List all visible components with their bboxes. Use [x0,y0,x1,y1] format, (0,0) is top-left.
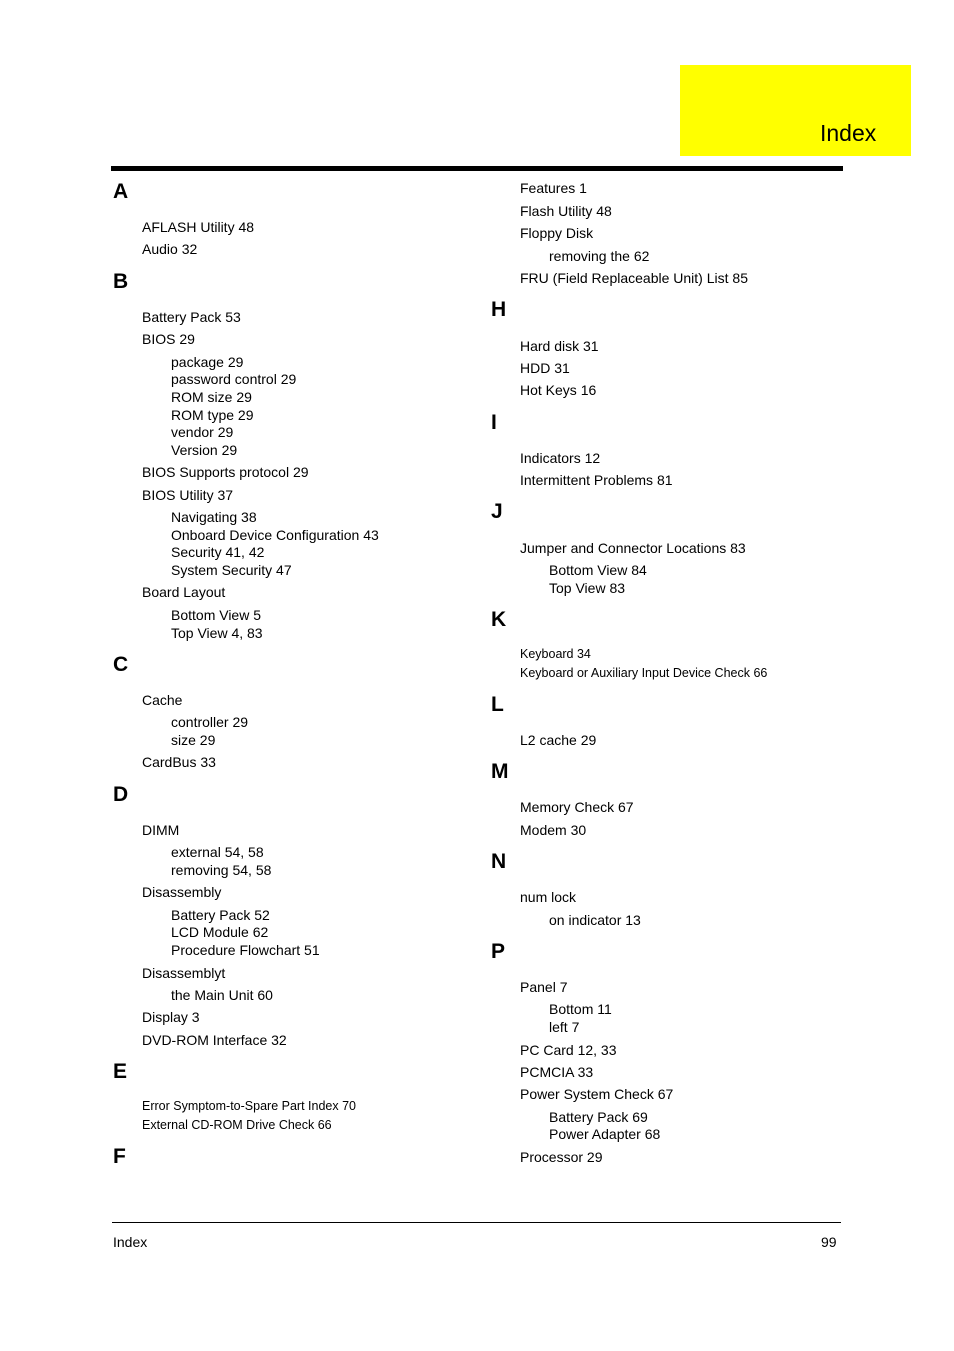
index-subentry[interactable]: ROM type 29 [171,407,254,423]
index-entry[interactable]: HDD 31 [520,360,570,376]
index-letter-l: L [491,693,504,716]
page-title: Index [820,120,877,146]
index-letter-f: F [113,1145,126,1168]
index-entry[interactable]: Disassembly [142,884,222,900]
index-entry[interactable]: PC Card 12, 33 [520,1042,617,1058]
index-letter-p: P [491,940,506,963]
index-entry[interactable]: Cache [142,692,183,708]
top-rule [111,166,843,171]
index-subentry[interactable]: Top View 4, 83 [171,625,263,641]
index-subentry[interactable]: Top View 83 [549,580,626,596]
index-entry[interactable]: Floppy Disk [520,225,594,241]
footer-section-label: Index [113,1234,148,1250]
index-subentry[interactable]: size 29 [171,732,216,748]
index-entry[interactable]: BIOS Utility 37 [142,487,234,503]
index-subentry[interactable]: Bottom View 84 [549,562,647,578]
index-entry[interactable]: FRU (Field Replaceable Unit) List 85 [520,270,748,286]
index-letter-h: H [491,298,507,321]
index-entry[interactable]: L2 cache 29 [520,732,597,748]
index-letter-m: M [491,760,509,783]
index-entry[interactable]: Display 3 [142,1009,200,1025]
index-entry[interactable]: Modem 30 [520,822,587,838]
index-subentry[interactable]: Bottom View 5 [171,607,262,623]
index-entry[interactable]: External CD-ROM Drive Check 66 [142,1118,332,1132]
index-entry[interactable]: Battery Pack 53 [142,309,241,325]
index-subentry[interactable]: Battery Pack 69 [549,1109,648,1125]
index-entry[interactable]: Keyboard or Auxiliary Input Device Check 66 [520,666,768,680]
index-entry[interactable]: CardBus 33 [142,754,216,770]
index-subentry[interactable]: package 29 [171,354,244,370]
index-subentry[interactable]: the Main Unit 60 [171,987,273,1003]
index-entry[interactable]: Processor 29 [520,1149,603,1165]
index-entry[interactable]: Intermittent Problems 81 [520,472,673,488]
index-letter-e: E [113,1060,128,1083]
index-entry[interactable]: Error Symptom-to-Spare Part Index 70 [142,1099,356,1113]
page-number: 99 [821,1234,837,1250]
index-subentry[interactable]: removing 54, 58 [171,862,272,878]
index-entry[interactable]: Audio 32 [142,241,198,257]
index-subentry[interactable]: ROM size 29 [171,389,252,405]
index-entry[interactable]: Keyboard 34 [520,647,591,661]
index-entry[interactable]: PCMCIA 33 [520,1064,594,1080]
index-entry[interactable]: Flash Utility 48 [520,203,612,219]
index-subentry[interactable]: Procedure Flowchart 51 [171,942,320,958]
index-subentry[interactable]: on indicator 13 [549,912,641,928]
index-subentry[interactable]: Onboard Device Configuration 43 [171,527,379,543]
footer-rule [112,1222,841,1223]
index-letter-d: D [113,783,129,806]
index-subentry[interactable]: Bottom 11 [549,1001,612,1017]
index-subentry[interactable]: vendor 29 [171,424,234,440]
index-subentry[interactable]: password control 29 [171,371,297,387]
index-entry[interactable]: DVD-ROM Interface 32 [142,1032,287,1048]
index-letter-b: B [113,270,129,293]
index-entry[interactable]: Power System Check 67 [520,1086,674,1102]
index-letter-i: I [491,411,497,434]
title-banner [680,65,911,156]
index-subentry[interactable]: Navigating 38 [171,509,257,525]
index-letter-k: K [491,608,507,631]
index-entry[interactable]: Jumper and Connector Locations 83 [520,540,746,556]
index-entry[interactable]: DIMM [142,822,180,838]
index-letter-j: J [491,500,503,523]
index-subentry[interactable]: Version 29 [171,442,238,458]
index-entry[interactable]: Board Layout [142,584,226,600]
index-entry[interactable]: num lock [520,889,577,905]
index-entry[interactable]: BIOS 29 [142,331,195,347]
index-subentry[interactable]: left 7 [549,1019,580,1035]
index-entry[interactable]: Hard disk 31 [520,338,599,354]
index-subentry[interactable]: removing the 62 [549,248,650,264]
index-entry[interactable]: Panel 7 [520,979,568,995]
index-entry[interactable]: Features 1 [520,180,587,196]
index-subentry[interactable]: Battery Pack 52 [171,907,270,923]
index-subentry[interactable]: LCD Module 62 [171,924,269,940]
index-entry[interactable]: Hot Keys 16 [520,382,597,398]
index-letter-n: N [491,850,507,873]
index-letter-c: C [113,653,129,676]
index-subentry[interactable]: System Security 47 [171,562,292,578]
index-subentry[interactable]: controller 29 [171,714,249,730]
index-subentry[interactable]: Power Adapter 68 [549,1126,661,1142]
index-entry[interactable]: Indicators 12 [520,450,601,466]
index-letter-a: A [113,180,129,203]
index-entry[interactable]: Disassemblyt [142,965,226,981]
index-entry[interactable]: Memory Check 67 [520,799,634,815]
index-entry[interactable]: BIOS Supports protocol 29 [142,464,309,480]
index-entry[interactable]: AFLASH Utility 48 [142,219,255,235]
index-subentry[interactable]: external 54, 58 [171,844,264,860]
index-subentry[interactable]: Security 41, 42 [171,544,265,560]
